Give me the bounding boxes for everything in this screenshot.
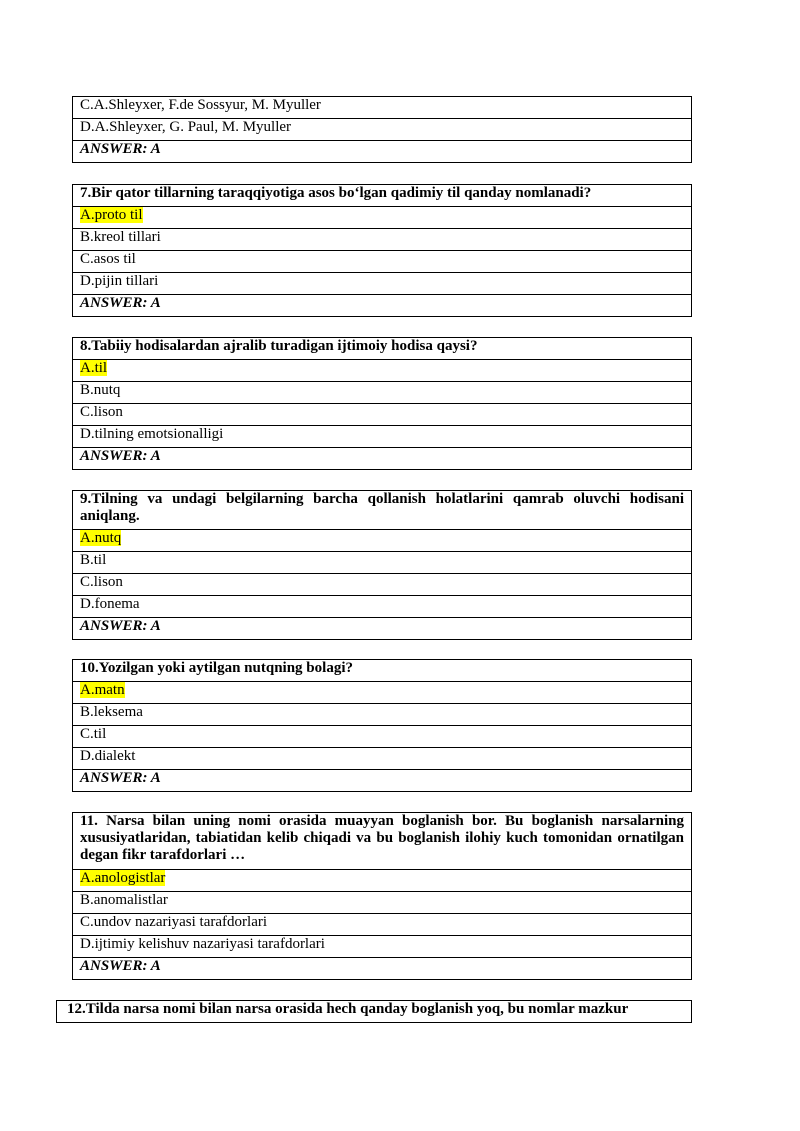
option-a: [73, 360, 692, 382]
highlighted-answer: A.matn: [80, 682, 125, 698]
option-d: D.ijtimiy kelishuv nazariyasi tarafdorlari: [73, 936, 692, 958]
option-c: C.A.Shleyxer, F.de Sossyur, M. Myuller: [73, 97, 692, 119]
highlighted-answer: A.til: [80, 360, 108, 376]
highlighted-answer: A.nutq: [80, 530, 122, 546]
option-d: D.fonema: [73, 596, 692, 618]
question-block-8: [72, 337, 692, 470]
question-block-10: [72, 659, 692, 792]
answer-label: ANSWER: A: [73, 448, 692, 470]
option-b: B.anomalistlar: [73, 892, 692, 914]
answer-row: [73, 141, 692, 163]
answer-label: ANSWER: A: [73, 141, 692, 163]
highlighted-answer: A.anologistlar: [80, 870, 166, 886]
option-a: [73, 207, 692, 229]
option-c: C.undov nazariyasi tarafdorlari: [73, 914, 692, 936]
option-a: [73, 530, 692, 552]
option-d: D.tilning emotsionalligi: [73, 426, 692, 448]
question-text: 9.Tilning va undagi belgilarning barcha qollanish holatlarini qamrab oluvchi hodisani aniqlang.: [73, 491, 692, 530]
option-d: D.pijin tillari: [73, 273, 692, 295]
option-c: C.lison: [73, 574, 692, 596]
option-c: C.asos til: [73, 251, 692, 273]
option-a: [73, 870, 692, 892]
question-text: 8.Tabiiy hodisalardan ajralib turadigan ijtimoiy hodisa qaysi?: [73, 338, 692, 360]
option-b: B.til: [73, 552, 692, 574]
option-a: [73, 682, 692, 704]
option-c: C.til: [73, 726, 692, 748]
option-c: C.lison: [73, 404, 692, 426]
option-b: B.leksema: [73, 704, 692, 726]
highlighted-answer: A.proto til: [80, 207, 143, 223]
question-block-6-tail: [72, 96, 692, 163]
question-text: 7.Bir qator tillarning taraqqiyotiga asos boʻlgan qadimiy til qanday nomlanadi?: [73, 185, 692, 207]
answer-label: ANSWER: A: [73, 770, 692, 792]
option-d: D.A.Shleyxer, G. Paul, M. Myuller: [73, 119, 692, 141]
question-text: 12.Tilda narsa nomi bilan narsa orasida hech qanday boglanish yoq, bu nomlar mazkur: [57, 1001, 692, 1023]
answer-label: ANSWER: A: [73, 958, 692, 980]
question-text: 10.Yozilgan yoki aytilgan nutqning bolagi?: [73, 660, 692, 682]
answer-label: ANSWER: A: [73, 618, 692, 640]
answer-label: ANSWER: A: [73, 295, 692, 317]
question-text: 11. Narsa bilan uning nomi orasida muayyan boglanish bor. Bu boglanish narsalarning xususiyatlaridan, tabiatidan kelib chiqadi va bu boglanish ilohiy kuch tomonidan ornatilgan degan fikr tarafdorlari …: [73, 813, 692, 870]
option-d: D.dialekt: [73, 748, 692, 770]
option-row-d: [73, 119, 692, 141]
option-b: B.kreol tillari: [73, 229, 692, 251]
option-row-c: [73, 97, 692, 119]
option-b: B.nutq: [73, 382, 692, 404]
question-block-9: [72, 490, 692, 640]
question-block-11: [72, 812, 692, 980]
question-block-12: [56, 1000, 692, 1023]
question-block-7: [72, 184, 692, 317]
